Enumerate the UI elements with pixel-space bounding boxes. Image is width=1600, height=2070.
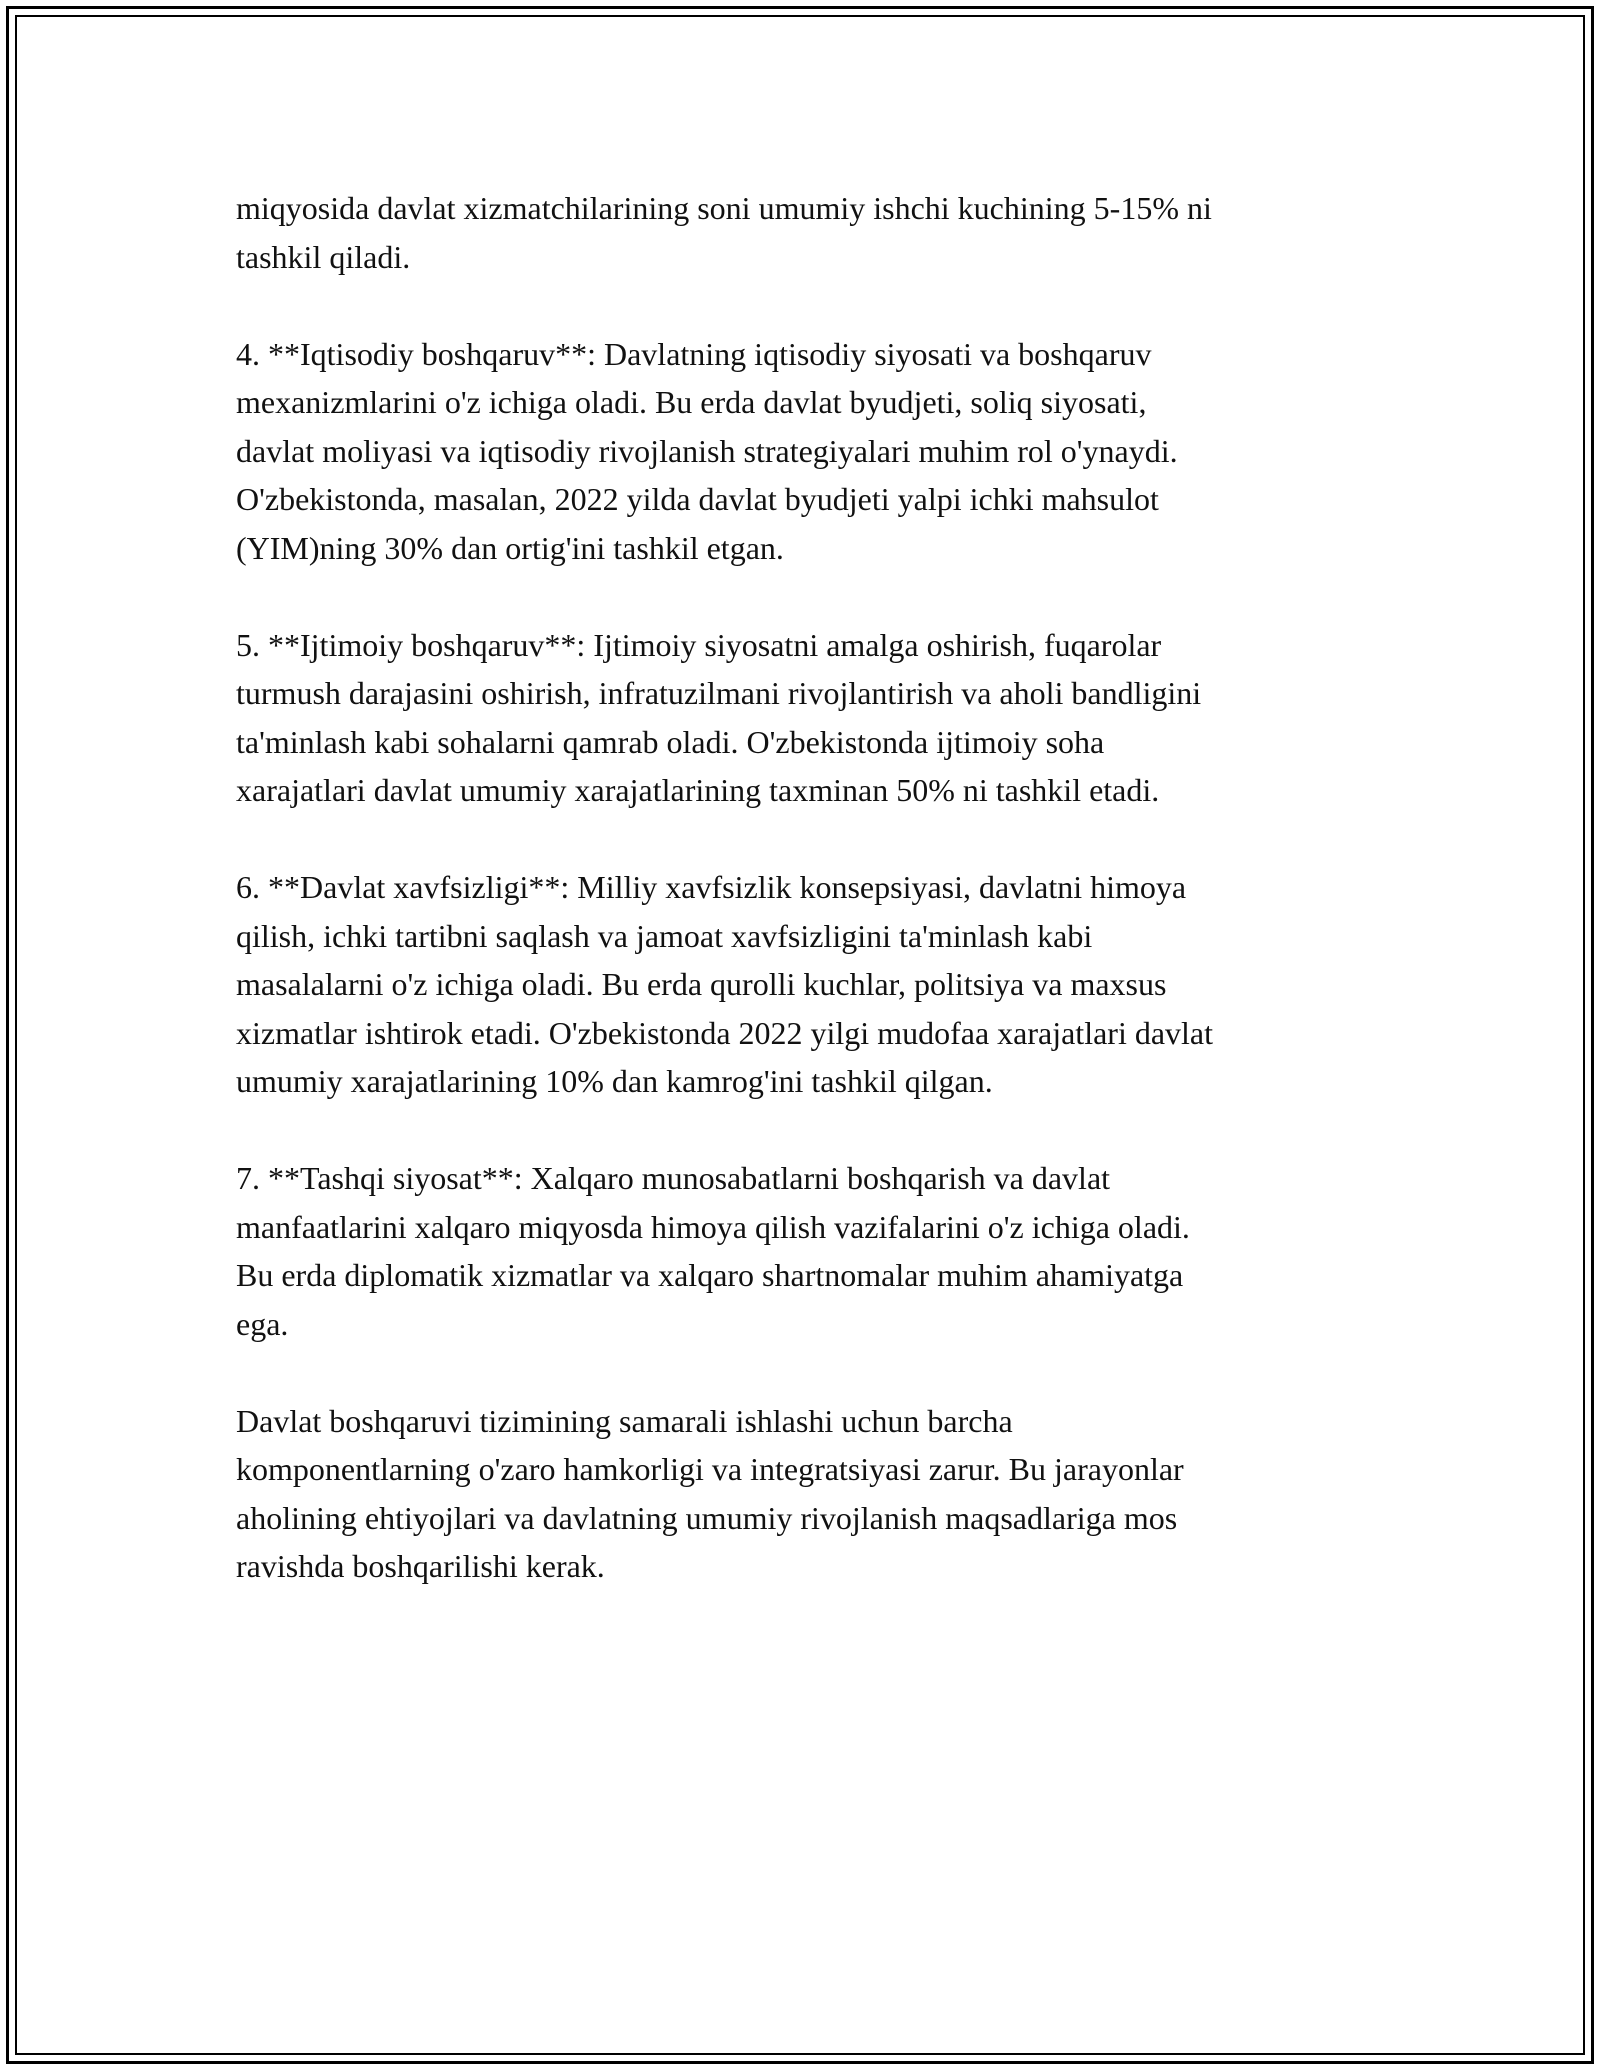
document-body: [236, 184, 1366, 1591]
paragraph-social-governance: 5. **Ijtimoiy boshqaruv**: Ijtimoiy siyosatni amalga oshirish, fuqarolar turmush darajasini oshirish, infratuzilmani rivojlantirish va aholi bandligini ta'minlash kabi sohalarni qamrab oladi. O'zbekistonda ijtimoiy soha xarajatlari davlat umumiy xarajatlarining taxminan 50% ni tashkil etadi.: [236, 626, 1202, 808]
paragraph-conclusion: Davlat boshqaruvi tizimining samarali ishlashi uchun barcha komponentlarning o'zaro hamkorligi va integratsiyasi zarur. Bu jarayonlar aholining ehtiyojlari va davlatning umumiy rivojlanish maqsadlariga mos ravishda boshqarilishi kerak.: [236, 1402, 1184, 1584]
paragraph-continuation: miqyosida davlat xizmatchilarining soni umumiy ishchi kuchining 5-15% ni tashkil qiladi.: [236, 190, 1212, 275]
paragraph-economic-governance: 4. **Iqtisodiy boshqaruv**: Davlatning iqtisodiy siyosati va boshqaruv mexanizmlarini o'z ichiga oladi. Bu erda davlat byudjeti, soliq siyosati, davlat moliyasi va iqtisodiy rivojlanish strategiyalari muhim rol o'ynaydi. O'zbekistonda, masalan, 2022 yilda davlat byudjeti yalpi ichki mahsulot (YIM)ning 30% dan ortig'ini tashkil etgan.: [236, 335, 1178, 566]
paragraph-foreign-policy: 7. **Tashqi siyosat**: Xalqaro munosabatlarni boshqarish va davlat manfaatlarini xalqaro miqyosda himoya qilish vazifalarini o'z ichiga oladi. Bu erda diplomatik xizmatlar va xalqaro shartnomalar muhim ahamiyatga ega.: [236, 1160, 1190, 1342]
paragraph-state-security: 6. **Davlat xavfsizligi**: Milliy xavfsizlik konsepsiyasi, davlatni himoya qilish, ichki tartibni saqlash va jamoat xavfsizligini ta'minlash kabi masalalarni o'z ichiga oladi. Bu erda qurolli kuchlar, politsiya va maxsus xizmatlar ishtirok etadi. O'zbekistonda 2022 yilgi mudofaa xarajatlari davlat umumiy xarajatlarining 10% dan kamrog'ini tashkil qilgan.: [236, 869, 1214, 1099]
